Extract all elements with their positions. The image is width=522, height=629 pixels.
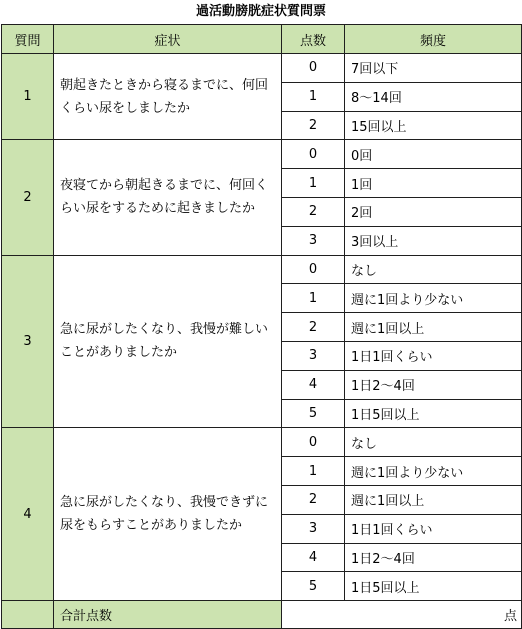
frequency-cell: 週に1回より少ない — [345, 284, 522, 313]
score-cell: 3 — [282, 226, 345, 255]
score-cell: 0 — [282, 54, 345, 83]
question-number: 1 — [2, 54, 54, 140]
question-number: 3 — [2, 255, 54, 428]
score-cell: 1 — [282, 169, 345, 198]
score-cell: 1 — [282, 457, 345, 486]
frequency-cell: 15回以上 — [345, 111, 522, 140]
frequency-cell: 週に1回以上 — [345, 313, 522, 342]
score-cell: 4 — [282, 543, 345, 572]
frequency-cell: 1日1回くらい — [345, 514, 522, 543]
total-unit: 点 — [503, 609, 517, 625]
score-cell: 5 — [282, 399, 345, 428]
score-cell: 3 — [282, 514, 345, 543]
header-score: 点数 — [282, 25, 345, 54]
frequency-cell: 8〜14回 — [345, 82, 522, 111]
frequency-cell: 週に1回より少ない — [345, 457, 522, 486]
table-row — [2, 428, 522, 457]
question-symptom: 朝起きたときから寝るまでに、何回くらい尿をしましたか — [54, 54, 282, 140]
header-question: 質問 — [2, 25, 54, 54]
question-symptom: 夜寝てから朝起きるまでに、何回くらい尿をするために起きましたか — [54, 140, 282, 255]
total-number-cell — [2, 601, 54, 629]
frequency-cell: 週に1回以上 — [345, 485, 522, 514]
frequency-cell: 3回以上 — [345, 226, 522, 255]
frequency-cell: 1日5回以上 — [345, 399, 522, 428]
question-symptom: 急に尿がしたくなり、我慢が難しいことがありましたか — [54, 255, 282, 428]
question-number: 4 — [2, 428, 54, 601]
page-title: 過活動膀胱症状質問票 — [195, 4, 326, 19]
score-cell: 4 — [282, 370, 345, 399]
score-cell: 1 — [282, 284, 345, 313]
score-cell: 0 — [282, 255, 345, 284]
frequency-cell: 1日2〜4回 — [345, 370, 522, 399]
score-cell: 2 — [282, 111, 345, 140]
frequency-cell: 7回以下 — [345, 54, 522, 83]
frequency-cell: 1日5回以上 — [345, 572, 522, 601]
frequency-cell: 1日1回くらい — [345, 341, 522, 370]
score-cell: 0 — [282, 428, 345, 457]
score-cell: 5 — [282, 572, 345, 601]
question-symptom: 急に尿がしたくなり、我慢できずに尿をもらすことがありましたか — [54, 428, 282, 601]
frequency-cell: 1日2〜4回 — [345, 543, 522, 572]
table-row — [2, 54, 522, 83]
table-row — [2, 140, 522, 169]
score-cell: 2 — [282, 485, 345, 514]
question-number: 2 — [2, 140, 54, 255]
score-cell: 2 — [282, 197, 345, 226]
total-label: 合計点数 — [54, 601, 282, 629]
score-cell: 3 — [282, 341, 345, 370]
frequency-cell: なし — [345, 255, 522, 284]
score-cell: 2 — [282, 313, 345, 342]
total-row — [2, 601, 522, 629]
score-cell: 0 — [282, 140, 345, 169]
frequency-cell: 2回 — [345, 197, 522, 226]
questionnaire-table — [1, 24, 522, 629]
header-row — [2, 25, 522, 54]
frequency-cell: 1回 — [345, 169, 522, 198]
frequency-cell: なし — [345, 428, 522, 457]
header-frequency: 頻度 — [345, 25, 522, 54]
header-symptom: 症状 — [54, 25, 282, 54]
table-row — [2, 255, 522, 284]
total-score-field[interactable] — [282, 601, 522, 629]
score-cell: 1 — [282, 82, 345, 111]
frequency-cell: 0回 — [345, 140, 522, 169]
